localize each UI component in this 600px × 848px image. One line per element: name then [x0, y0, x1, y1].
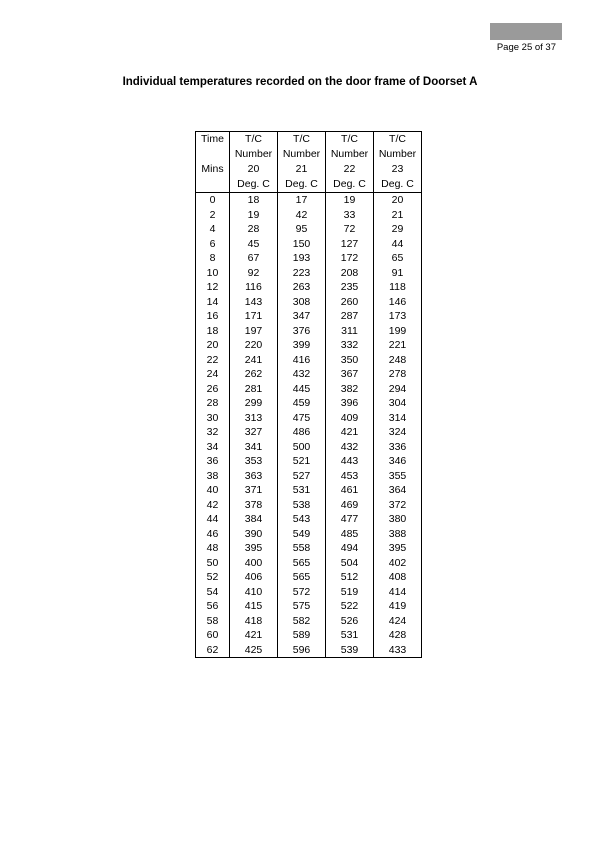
- temperature-cell: 220: [230, 338, 278, 353]
- time-cell: 56: [196, 599, 230, 614]
- temperature-cell: 116: [230, 280, 278, 295]
- temperature-cell: 311: [326, 324, 374, 339]
- temperature-cell: 127: [326, 237, 374, 252]
- temperature-cell: 350: [326, 353, 374, 368]
- table-header-cell: 21: [278, 162, 326, 177]
- temperature-cell: 428: [374, 628, 422, 643]
- table-row: [196, 208, 422, 223]
- temperature-cell: 118: [374, 280, 422, 295]
- time-cell: 16: [196, 309, 230, 324]
- temperature-cell: 294: [374, 382, 422, 397]
- time-cell: 26: [196, 382, 230, 397]
- time-cell: 36: [196, 454, 230, 469]
- table-header-cell: 20: [230, 162, 278, 177]
- table-row: [196, 570, 422, 585]
- temperature-cell: 92: [230, 266, 278, 281]
- table-row: [196, 338, 422, 353]
- temperature-cell: 390: [230, 527, 278, 542]
- temperature-cell: 324: [374, 425, 422, 440]
- time-cell: 60: [196, 628, 230, 643]
- time-cell: 40: [196, 483, 230, 498]
- temperature-cell: 565: [278, 556, 326, 571]
- temperature-cell: 500: [278, 440, 326, 455]
- temperature-cell: 143: [230, 295, 278, 310]
- temperature-cell: 519: [326, 585, 374, 600]
- temperature-cell: 313: [230, 411, 278, 426]
- time-cell: 0: [196, 193, 230, 208]
- time-cell: 38: [196, 469, 230, 484]
- temperature-cell: 582: [278, 614, 326, 629]
- temperature-cell: 95: [278, 222, 326, 237]
- temperature-cell: 91: [374, 266, 422, 281]
- table-header-row: [196, 162, 422, 177]
- temperature-cell: 29: [374, 222, 422, 237]
- temperature-cell: 223: [278, 266, 326, 281]
- time-cell: 18: [196, 324, 230, 339]
- table-row: [196, 643, 422, 658]
- temperature-cell: 364: [374, 483, 422, 498]
- temperature-cell: 418: [230, 614, 278, 629]
- temperature-cell: 263: [278, 280, 326, 295]
- temperature-cell: 45: [230, 237, 278, 252]
- temperature-cell: 527: [278, 469, 326, 484]
- temperature-cell: 408: [374, 570, 422, 585]
- table-row: [196, 411, 422, 426]
- table-header-cell: [196, 147, 230, 162]
- table-row: [196, 585, 422, 600]
- time-cell: 34: [196, 440, 230, 455]
- table-row: [196, 425, 422, 440]
- temperature-cell: 304: [374, 396, 422, 411]
- temperature-cell: 172: [326, 251, 374, 266]
- time-cell: 62: [196, 643, 230, 658]
- temperature-cell: 20: [374, 193, 422, 208]
- table-row: [196, 353, 422, 368]
- table-header-cell: T/C: [278, 132, 326, 148]
- temperature-cell: 419: [374, 599, 422, 614]
- temperature-cell: 44: [374, 237, 422, 252]
- temperature-cell: 353: [230, 454, 278, 469]
- table-row: [196, 324, 422, 339]
- temperature-cell: 42: [278, 208, 326, 223]
- temperature-cell: 477: [326, 512, 374, 527]
- time-cell: 22: [196, 353, 230, 368]
- temperature-cell: 299: [230, 396, 278, 411]
- temperature-cell: 409: [326, 411, 374, 426]
- temperature-cell: 347: [278, 309, 326, 324]
- table-header-cell: Number: [278, 147, 326, 162]
- temperature-cell: 424: [374, 614, 422, 629]
- temperature-cell: 485: [326, 527, 374, 542]
- table-header-cell: Number: [374, 147, 422, 162]
- table-header-cell: 23: [374, 162, 422, 177]
- table-row: [196, 193, 422, 208]
- temperature-cell: 410: [230, 585, 278, 600]
- table-row: [196, 266, 422, 281]
- temperature-cell: 367: [326, 367, 374, 382]
- time-cell: 32: [196, 425, 230, 440]
- table-header-cell: Deg. C: [374, 177, 422, 193]
- temperature-cell: 512: [326, 570, 374, 585]
- temperature-cell: 221: [374, 338, 422, 353]
- time-cell: 14: [196, 295, 230, 310]
- table-row: [196, 382, 422, 397]
- temperature-cell: 281: [230, 382, 278, 397]
- table-header-cell: Mins: [196, 162, 230, 177]
- temperature-cell: 346: [374, 454, 422, 469]
- temperature-cell: 19: [326, 193, 374, 208]
- temperature-cell: 459: [278, 396, 326, 411]
- table-row: [196, 599, 422, 614]
- temperature-cell: 19: [230, 208, 278, 223]
- page-number: Page 25 of 37: [496, 42, 556, 53]
- time-cell: 58: [196, 614, 230, 629]
- table-header-cell: Deg. C: [230, 177, 278, 193]
- time-cell: 24: [196, 367, 230, 382]
- table-header-cell: Number: [230, 147, 278, 162]
- temperature-cell: 193: [278, 251, 326, 266]
- time-cell: 4: [196, 222, 230, 237]
- time-cell: 44: [196, 512, 230, 527]
- temperature-cell: 208: [326, 266, 374, 281]
- temperature-cell: 72: [326, 222, 374, 237]
- temperature-cell: 388: [374, 527, 422, 542]
- temperature-cell: 262: [230, 367, 278, 382]
- table-row: [196, 367, 422, 382]
- table-row: [196, 512, 422, 527]
- temperature-cell: 380: [374, 512, 422, 527]
- table-header-row: [196, 177, 422, 193]
- table-header-cell: Number: [326, 147, 374, 162]
- temperature-cell: 363: [230, 469, 278, 484]
- temperature-cell: 421: [326, 425, 374, 440]
- temperature-cell: 171: [230, 309, 278, 324]
- time-cell: 28: [196, 396, 230, 411]
- temperature-cell: 416: [278, 353, 326, 368]
- time-cell: 48: [196, 541, 230, 556]
- table-row: [196, 454, 422, 469]
- temperature-cell: 314: [374, 411, 422, 426]
- temperature-cell: 522: [326, 599, 374, 614]
- temperature-cell: 461: [326, 483, 374, 498]
- table-header-cell: Deg. C: [278, 177, 326, 193]
- temperature-cell: 378: [230, 498, 278, 513]
- temperature-cell: 414: [374, 585, 422, 600]
- temperature-cell: 260: [326, 295, 374, 310]
- time-cell: 42: [196, 498, 230, 513]
- temperature-cell: 67: [230, 251, 278, 266]
- temperature-cell: 453: [326, 469, 374, 484]
- temperature-cell: 538: [278, 498, 326, 513]
- temperature-cell: 308: [278, 295, 326, 310]
- temperature-cell: 372: [374, 498, 422, 513]
- temperature-cell: 494: [326, 541, 374, 556]
- time-cell: 30: [196, 411, 230, 426]
- temperature-cell: 197: [230, 324, 278, 339]
- temperature-cell: 596: [278, 643, 326, 658]
- temperature-cell: 173: [374, 309, 422, 324]
- table-row: [196, 628, 422, 643]
- table-row: [196, 237, 422, 252]
- temperature-cell: 558: [278, 541, 326, 556]
- temperature-cell: 425: [230, 643, 278, 658]
- temperature-cell: 526: [326, 614, 374, 629]
- temperature-cell: 28: [230, 222, 278, 237]
- temperature-cell: 421: [230, 628, 278, 643]
- time-cell: 2: [196, 208, 230, 223]
- table-header-row: [196, 132, 422, 148]
- temperature-cell: 589: [278, 628, 326, 643]
- time-cell: 52: [196, 570, 230, 585]
- temperature-cell: 521: [278, 454, 326, 469]
- redacted-reference-box: [490, 23, 562, 40]
- time-cell: 50: [196, 556, 230, 571]
- time-cell: 10: [196, 266, 230, 281]
- temperature-cell: 395: [230, 541, 278, 556]
- page-title: Individual temperatures recorded on the door frame of Doorset A: [122, 76, 478, 88]
- table-row: [196, 251, 422, 266]
- time-cell: 12: [196, 280, 230, 295]
- temperature-cell: 341: [230, 440, 278, 455]
- temperature-cell: 543: [278, 512, 326, 527]
- table-row: [196, 396, 422, 411]
- temperature-cell: 445: [278, 382, 326, 397]
- temperature-cell: 287: [326, 309, 374, 324]
- time-cell: 20: [196, 338, 230, 353]
- temperature-cell: 355: [374, 469, 422, 484]
- temperature-cell: 504: [326, 556, 374, 571]
- table-row: [196, 483, 422, 498]
- temperature-cell: 572: [278, 585, 326, 600]
- temperature-cell: 396: [326, 396, 374, 411]
- temperature-cell: 400: [230, 556, 278, 571]
- temperature-cell: 278: [374, 367, 422, 382]
- table-header-cell: T/C: [326, 132, 374, 148]
- table-row: [196, 556, 422, 571]
- temperature-cell: 376: [278, 324, 326, 339]
- temperature-cell: 475: [278, 411, 326, 426]
- temperature-cell: 432: [278, 367, 326, 382]
- temperature-cell: 399: [278, 338, 326, 353]
- temperature-cell: 415: [230, 599, 278, 614]
- table-row: [196, 527, 422, 542]
- temperature-cell: 469: [326, 498, 374, 513]
- temperature-cell: 336: [374, 440, 422, 455]
- temperature-cell: 565: [278, 570, 326, 585]
- table-header-cell: T/C: [374, 132, 422, 148]
- time-cell: 46: [196, 527, 230, 542]
- temperature-cell: 332: [326, 338, 374, 353]
- temperature-cell: 402: [374, 556, 422, 571]
- temperature-cell: 443: [326, 454, 374, 469]
- table-row: [196, 469, 422, 484]
- temperature-cell: 33: [326, 208, 374, 223]
- temperature-cell: 384: [230, 512, 278, 527]
- table-header-cell: Time: [196, 132, 230, 148]
- table-header-cell: T/C: [230, 132, 278, 148]
- time-cell: 54: [196, 585, 230, 600]
- temperature-cell: 433: [374, 643, 422, 658]
- temperature-table: [195, 131, 422, 658]
- temperature-cell: 539: [326, 643, 374, 658]
- temperature-cell: 531: [326, 628, 374, 643]
- temperature-cell: 406: [230, 570, 278, 585]
- temperature-cell: 248: [374, 353, 422, 368]
- temperature-cell: 21: [374, 208, 422, 223]
- table-header-row: [196, 147, 422, 162]
- table-row: [196, 295, 422, 310]
- temperature-cell: 146: [374, 295, 422, 310]
- temperature-cell: 549: [278, 527, 326, 542]
- temperature-cell: 575: [278, 599, 326, 614]
- time-cell: 8: [196, 251, 230, 266]
- temperature-cell: 486: [278, 425, 326, 440]
- temperature-cell: 18: [230, 193, 278, 208]
- table-header-cell: Deg. C: [326, 177, 374, 193]
- temperature-cell: 17: [278, 193, 326, 208]
- temperature-cell: 327: [230, 425, 278, 440]
- table-row: [196, 614, 422, 629]
- table-row: [196, 309, 422, 324]
- temperature-cell: 241: [230, 353, 278, 368]
- table-row: [196, 440, 422, 455]
- table-header-cell: [196, 177, 230, 193]
- temperature-cell: 531: [278, 483, 326, 498]
- table-row: [196, 280, 422, 295]
- temperature-cell: 65: [374, 251, 422, 266]
- temperature-cell: 432: [326, 440, 374, 455]
- temperature-cell: 395: [374, 541, 422, 556]
- table-header-cell: 22: [326, 162, 374, 177]
- temperature-cell: 371: [230, 483, 278, 498]
- table-row: [196, 498, 422, 513]
- temperature-cell: 382: [326, 382, 374, 397]
- table-row: [196, 541, 422, 556]
- temperature-cell: 235: [326, 280, 374, 295]
- table-row: [196, 222, 422, 237]
- time-cell: 6: [196, 237, 230, 252]
- temperature-cell: 150: [278, 237, 326, 252]
- temperature-cell: 199: [374, 324, 422, 339]
